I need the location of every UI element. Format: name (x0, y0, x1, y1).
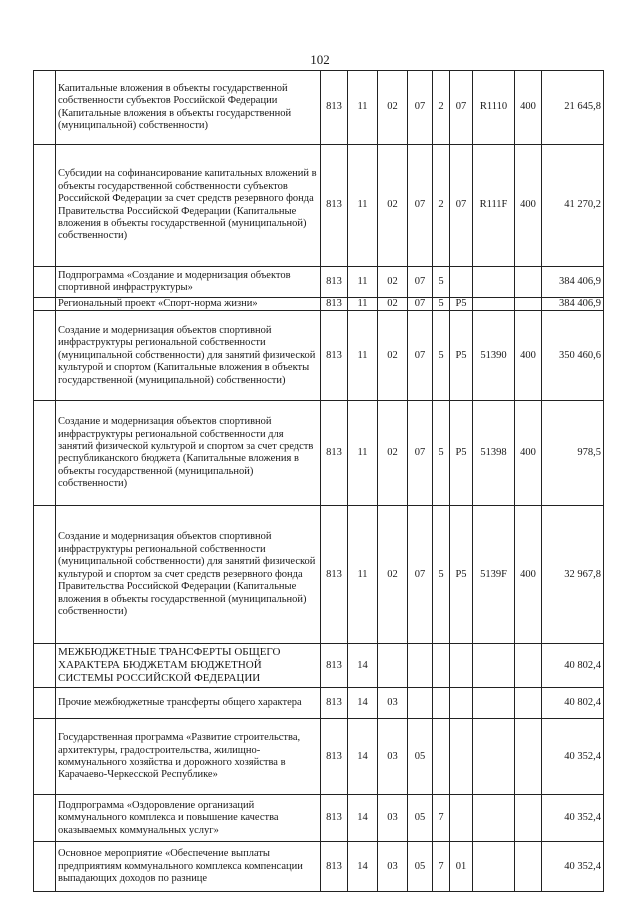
code-section: 11 (348, 267, 378, 298)
code-ved: 813 (321, 311, 348, 401)
code-direction (473, 267, 515, 298)
code-section: 11 (348, 311, 378, 401)
code-section: 14 (348, 688, 378, 719)
code-section: 14 (348, 795, 378, 842)
code-program: 07 (408, 506, 433, 644)
row-name: Капитальные вложения в объекты государственной собственности субъектов Российской Федерации (Капитальные вложения в объекты государственной (муниципальной) собственности) (56, 71, 321, 145)
table-row (34, 71, 604, 145)
code-subsection: 02 (378, 401, 408, 506)
code-subsection: 02 (378, 267, 408, 298)
code-subprogram: 2 (433, 71, 450, 145)
code-measure: P5 (450, 298, 473, 311)
code-program (408, 688, 433, 719)
row-name: Подпрограмма «Оздоровление организаций коммунального комплекса и повышение качества оказываемых коммунальных услуг» (56, 795, 321, 842)
row-index-cell (34, 145, 56, 267)
code-direction (473, 688, 515, 719)
row-index-cell (34, 842, 56, 892)
code-subsection: 02 (378, 311, 408, 401)
code-section: 11 (348, 506, 378, 644)
code-subsection: 02 (378, 506, 408, 644)
row-index-cell (34, 719, 56, 795)
code-ved: 813 (321, 644, 348, 688)
code-subsection (378, 644, 408, 688)
code-direction (473, 842, 515, 892)
row-amount: 40 352,4 (542, 842, 604, 892)
code-direction: R111F (473, 145, 515, 267)
code-program: 07 (408, 267, 433, 298)
table-row (34, 298, 604, 311)
table-row (34, 145, 604, 267)
row-name: Государственная программа «Развитие строительства, архитектуры, градостроительства, жилищно-коммунального хозяйства и дорожного хозяйства в Карачаево-Черкесской Республике» (56, 719, 321, 795)
code-measure: P5 (450, 401, 473, 506)
code-program: 07 (408, 401, 433, 506)
code-subprogram: 7 (433, 795, 450, 842)
code-expense-type: 400 (515, 311, 542, 401)
code-program: 07 (408, 71, 433, 145)
code-program: 07 (408, 145, 433, 267)
page-number: 102 (310, 52, 330, 67)
table-row (34, 795, 604, 842)
row-amount: 40 802,4 (542, 644, 604, 688)
code-section: 14 (348, 719, 378, 795)
row-index-cell (34, 688, 56, 719)
code-expense-type (515, 267, 542, 298)
code-measure (450, 267, 473, 298)
code-measure: P5 (450, 506, 473, 644)
row-amount: 384 406,9 (542, 267, 604, 298)
row-amount: 40 352,4 (542, 795, 604, 842)
code-program: 05 (408, 842, 433, 892)
code-program: 07 (408, 311, 433, 401)
table-row (34, 401, 604, 506)
code-direction (473, 298, 515, 311)
code-subprogram: 5 (433, 506, 450, 644)
code-expense-type (515, 298, 542, 311)
table-row (34, 506, 604, 644)
code-direction: 51398 (473, 401, 515, 506)
row-amount: 350 460,6 (542, 311, 604, 401)
table-row (34, 719, 604, 795)
code-program: 05 (408, 795, 433, 842)
code-subprogram: 5 (433, 298, 450, 311)
code-measure: 01 (450, 842, 473, 892)
code-section: 11 (348, 71, 378, 145)
code-program (408, 644, 433, 688)
row-amount: 41 270,2 (542, 145, 604, 267)
row-name: Прочие межбюджетные трансферты общего характера (56, 688, 321, 719)
code-direction (473, 795, 515, 842)
row-amount: 978,5 (542, 401, 604, 506)
code-ved: 813 (321, 267, 348, 298)
row-index-cell (34, 71, 56, 145)
code-ved: 813 (321, 401, 348, 506)
code-subprogram: 7 (433, 842, 450, 892)
row-name: МЕЖБЮДЖЕТНЫЕ ТРАНСФЕРТЫ ОБЩЕГО ХАРАКТЕРА БЮДЖЕТАМ БЮДЖЕТНОЙ СИСТЕМЫ РОССИЙСКОЙ ФЕДЕРАЦИИ (56, 644, 321, 688)
row-name: Основное мероприятие «Обеспечение выплаты предприятиям коммунального комплекса компенсации выпадающих доходов по разнице (56, 842, 321, 892)
code-expense-type (515, 795, 542, 842)
code-expense-type: 400 (515, 506, 542, 644)
code-section: 14 (348, 842, 378, 892)
code-subsection: 02 (378, 298, 408, 311)
row-name: Создание и модернизация объектов спортивной инфраструктуры региональной собственности (муниципальной собственности) для занятий физической культурой и спортом (Капитальные вложения в объекты государственной (муниципальной) собственности) (56, 311, 321, 401)
row-index-cell (34, 795, 56, 842)
code-measure: 07 (450, 71, 473, 145)
code-expense-type: 400 (515, 71, 542, 145)
code-subprogram (433, 644, 450, 688)
code-section: 11 (348, 145, 378, 267)
code-measure: P5 (450, 311, 473, 401)
code-ved: 813 (321, 688, 348, 719)
code-measure (450, 795, 473, 842)
table-row (34, 311, 604, 401)
table-row (34, 688, 604, 719)
code-subsection: 03 (378, 688, 408, 719)
code-subprogram: 5 (433, 267, 450, 298)
code-subsection: 02 (378, 145, 408, 267)
budget-table (33, 70, 604, 892)
code-subprogram (433, 688, 450, 719)
code-subsection: 03 (378, 795, 408, 842)
code-subsection: 03 (378, 842, 408, 892)
code-direction: 51390 (473, 311, 515, 401)
row-amount: 21 645,8 (542, 71, 604, 145)
row-name: Создание и модернизация объектов спортивной инфраструктуры региональной собственности (муниципальной собственности) для занятий физической культурой и спортом за счет средств резервного фонда Правительства Российской Федерации (Капитальные вложения в объекты государственной (муниципальной) собственности) (56, 506, 321, 644)
code-program: 07 (408, 298, 433, 311)
code-expense-type (515, 842, 542, 892)
code-expense-type: 400 (515, 401, 542, 506)
code-measure (450, 719, 473, 795)
row-amount: 32 967,8 (542, 506, 604, 644)
code-direction (473, 644, 515, 688)
code-expense-type: 400 (515, 145, 542, 267)
code-direction: R1110 (473, 71, 515, 145)
code-ved: 813 (321, 71, 348, 145)
row-amount: 384 406,9 (542, 298, 604, 311)
code-subprogram (433, 719, 450, 795)
code-ved: 813 (321, 506, 348, 644)
row-index-cell (34, 311, 56, 401)
code-measure (450, 688, 473, 719)
table-row (34, 644, 604, 688)
table-row (34, 842, 604, 892)
code-expense-type (515, 644, 542, 688)
code-subprogram: 5 (433, 311, 450, 401)
row-amount: 40 352,4 (542, 719, 604, 795)
row-name: Создание и модернизация объектов спортивной инфраструктуры региональной собственности для занятий физической культурой и спортом за счет средств республиканского бюджета (Капитальные вложения в объекты государственной (муниципальной) собственности) (56, 401, 321, 506)
code-section: 14 (348, 644, 378, 688)
row-name: Субсидии на софинансирование капитальных вложений в объекты государственной собственности субъектов Российской Федерации за счет средств резервного фонда Правительства Российской Федерации (Капитальные вложения в объекты государственной (муниципальной) собственности) (56, 145, 321, 267)
table-row (34, 267, 604, 298)
code-subsection: 03 (378, 719, 408, 795)
code-subprogram: 2 (433, 145, 450, 267)
row-index-cell (34, 401, 56, 506)
code-ved: 813 (321, 298, 348, 311)
code-section: 11 (348, 298, 378, 311)
row-amount: 40 802,4 (542, 688, 604, 719)
code-direction: 5139F (473, 506, 515, 644)
code-ved: 813 (321, 795, 348, 842)
row-index-cell (34, 267, 56, 298)
code-expense-type (515, 688, 542, 719)
code-program: 05 (408, 719, 433, 795)
code-ved: 813 (321, 145, 348, 267)
row-name: Региональный проект «Спорт-норма жизни» (56, 298, 321, 311)
row-index-cell (34, 506, 56, 644)
row-name: Подпрограмма «Создание и модернизация объектов спортивной инфраструктуры» (56, 267, 321, 298)
row-index-cell (34, 644, 56, 688)
code-measure: 07 (450, 145, 473, 267)
code-measure (450, 644, 473, 688)
row-index-cell (34, 298, 56, 311)
code-ved: 813 (321, 842, 348, 892)
code-direction (473, 719, 515, 795)
code-expense-type (515, 719, 542, 795)
code-ved: 813 (321, 719, 348, 795)
code-subprogram: 5 (433, 401, 450, 506)
code-subsection: 02 (378, 71, 408, 145)
code-section: 11 (348, 401, 378, 506)
